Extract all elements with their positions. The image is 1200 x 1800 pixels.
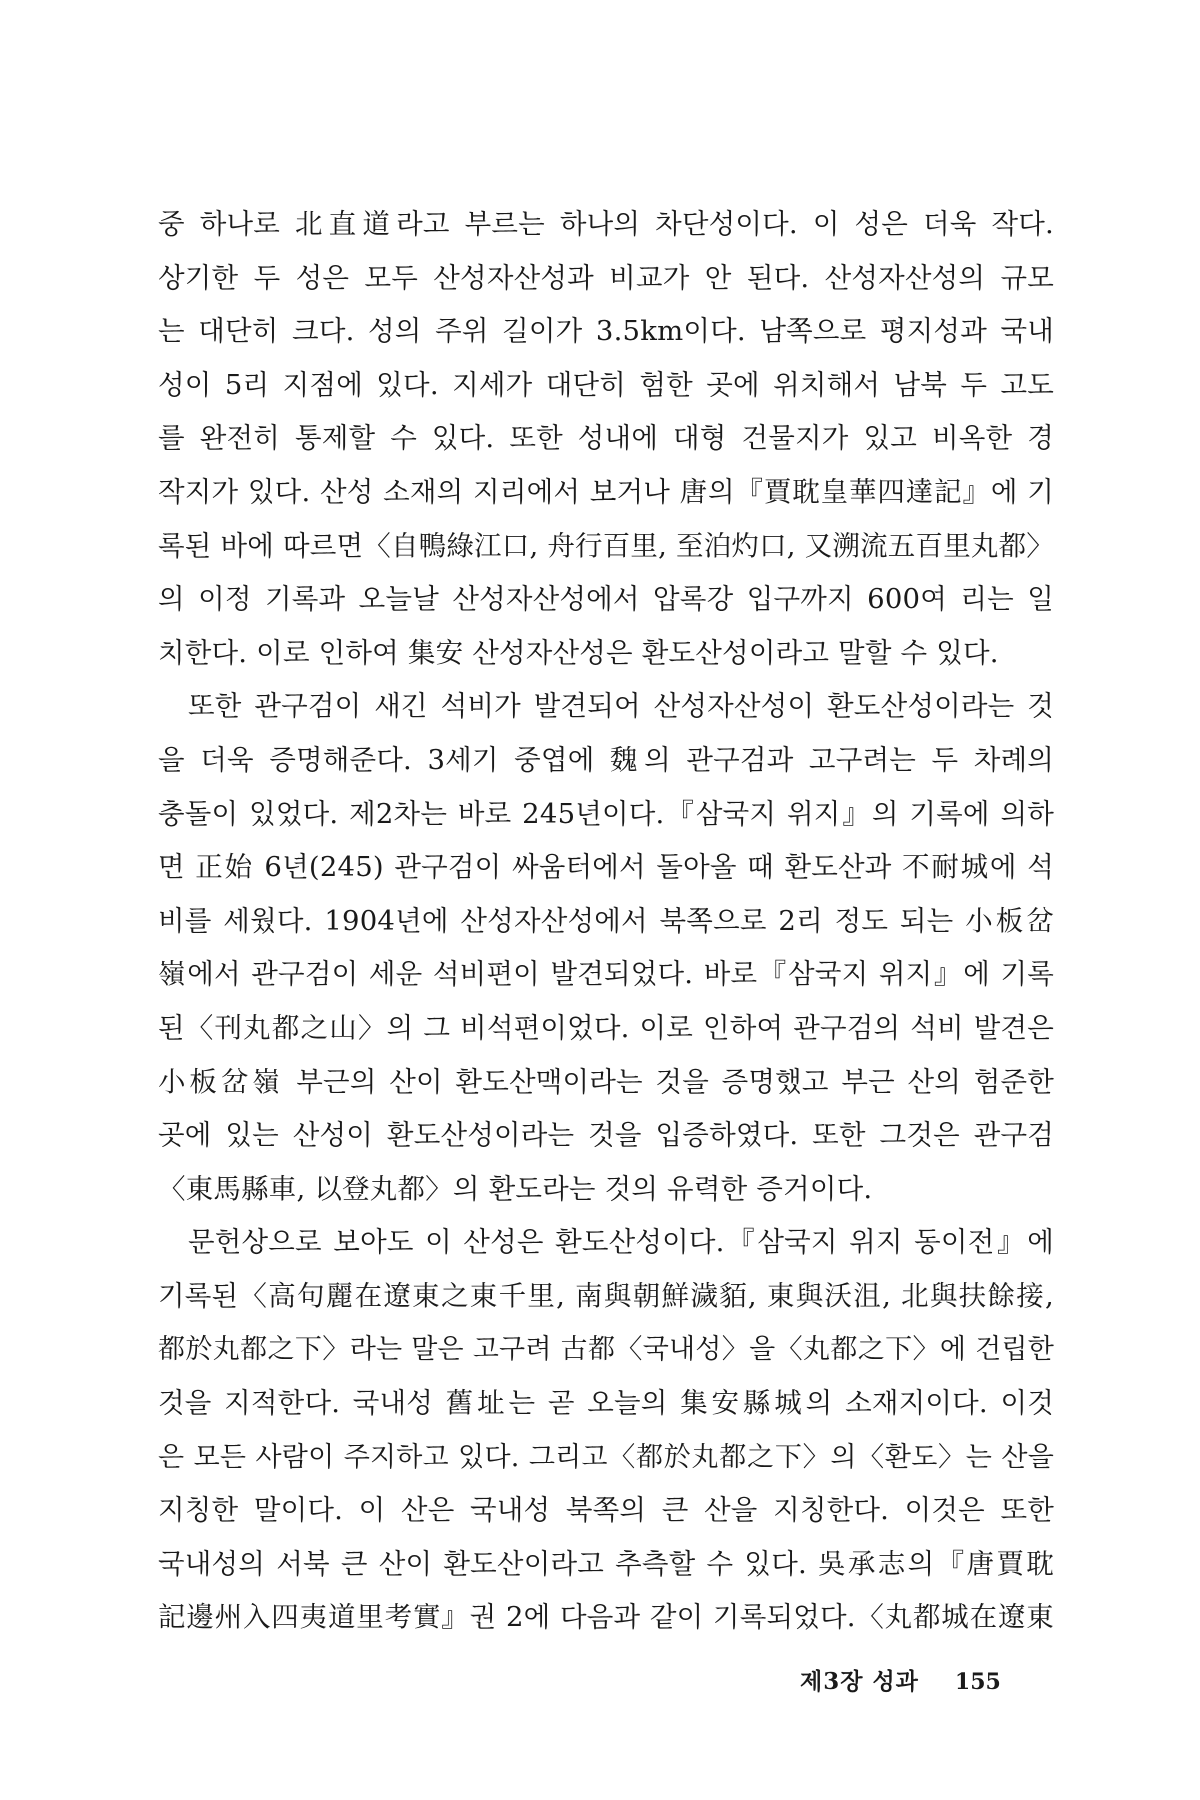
text-line: 都於丸都之下〉라는 말은 고구려 古都〈국내성〉을〈丸都之下〉에 건립한	[158, 1334, 1054, 1366]
chapter-title: 제3장 성과	[800, 1668, 919, 1695]
text-line: 곳에 있는 산성이 환도산성이라는 것을 입증하였다. 또한 그것은 관구검	[158, 1119, 1054, 1152]
text-line: 비를 세웠다. 1904년에 산성자산성에서 북쪽으로 2리 정도 되는 小板岔	[158, 904, 1054, 937]
page-footer	[800, 1662, 1060, 1702]
text-line: 국내성의 서북 큰 산이 환도산이라고 추측할 수 있다. 吳承志의『唐賈耽	[158, 1547, 1054, 1580]
text-line: 嶺에서 관구검이 세운 석비편이 발견되었다. 바로『삼국지 위지』에 기록	[158, 958, 1054, 991]
text-line: 된〈刊丸都之山〉의 그 비석편이었다. 이로 인하여 관구검의 석비 발견은	[158, 1011, 1054, 1044]
text-line: 는 대단히 크다. 성의 주위 길이가 3.5km이다. 남쪽으로 평지성과 국내	[158, 315, 1054, 348]
text-line: 記邊州入四夷道里考實』권 2에 다음과 같이 기록되었다.〈丸都城在遼東	[158, 1601, 1054, 1634]
text-line: 록된 바에 따르면〈自鴨綠江口, 舟行百里, 至泊灼口, 又溯流五百里丸都〉	[158, 529, 1054, 562]
text-line: 의 이정 기록과 오늘날 산성자산성에서 압록강 입구까지 600여 리는 일	[158, 583, 1054, 616]
text-line: 면 正始 6년(245) 관구검이 싸움터에서 돌아올 때 환도산과 不耐城에 석	[158, 851, 1054, 884]
page-number: 155	[954, 1669, 1001, 1695]
text-line: 작지가 있다. 산성 소재의 지리에서 보거나 唐의『賈耽皇華四達記』에 기	[158, 475, 1054, 508]
text-line: 지칭한 말이다. 이 산은 국내성 북쪽의 큰 산을 지칭한다. 이것은 또한	[158, 1494, 1054, 1527]
text-line: 것을 지적한다. 국내성 舊址는 곧 오늘의 集安縣城의 소재지이다. 이것	[158, 1387, 1054, 1420]
text-line: 기록된〈高句麗在遼東之東千里, 南與朝鮮濊貊, 東與沃沮, 北與扶餘接,	[158, 1279, 1054, 1312]
text-line: 성이 5리 지점에 있다. 지세가 대단히 험한 곳에 위치해서 남북 두 고도	[158, 368, 1054, 401]
text-line: 을 더욱 증명해준다. 3세기 중엽에 魏의 관구검과 고구려는 두 차례의	[158, 743, 1054, 776]
text-line: 치한다. 이로 인하여 集安 산성자산성은 환도산성이라고 말할 수 있다.	[158, 636, 999, 669]
text-line: 小板岔嶺 부근의 산이 환도산맥이라는 것을 증명했고 부근 산의 험준한	[158, 1065, 1054, 1098]
text-line: 문헌상으로 보아도 이 산성은 환도산성이다.『삼국지 위지 동이전』에	[188, 1226, 1054, 1259]
text-line: 은 모든 사람이 주지하고 있다. 그리고〈都於丸都之下〉의〈환도〉는 산을	[158, 1441, 1054, 1473]
text-line: 또한 관구검이 새긴 석비가 발견되어 산성자산성이 환도산성이라는 것	[188, 690, 1054, 723]
body-text	[158, 198, 1054, 1645]
text-line: 중 하나로 北直道라고 부르는 하나의 차단성이다. 이 성은 더욱 작다.	[158, 208, 1054, 240]
text-line: 를 완전히 통제할 수 있다. 또한 성내에 대형 건물지가 있고 비옥한 경	[158, 422, 1054, 455]
text-line: 〈東馬縣車, 以登丸都〉의 환도라는 것의 유력한 증거이다.	[158, 1172, 873, 1205]
text-line: 상기한 두 성은 모두 산성자산성과 비교가 안 된다. 산성자산성의 규모	[158, 261, 1054, 294]
text-line: 충돌이 있었다. 제2차는 바로 245년이다.『삼국지 위지』의 기록에 의하	[158, 797, 1054, 830]
